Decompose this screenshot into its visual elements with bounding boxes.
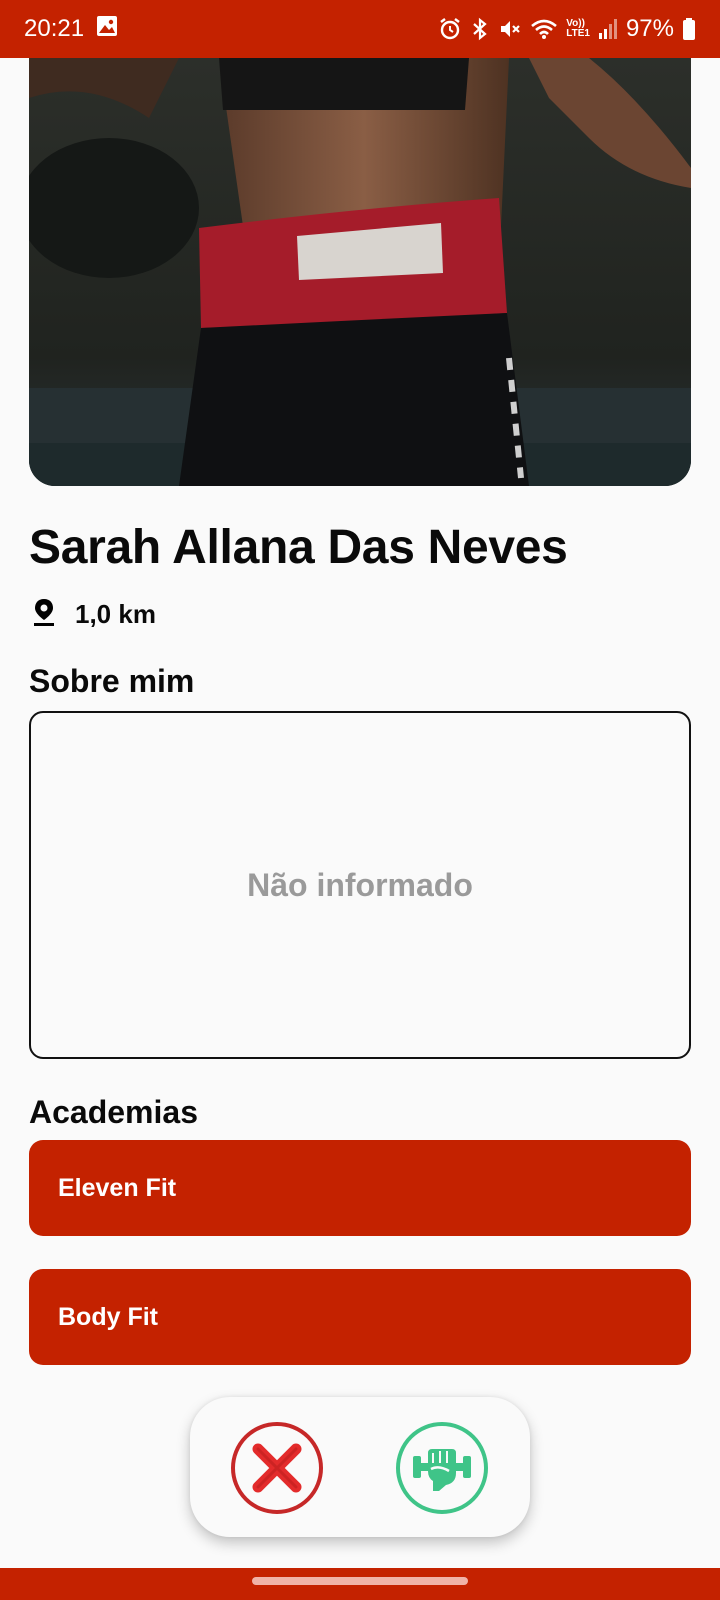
status-bar [0, 0, 720, 58]
about-box [29, 711, 691, 1059]
distance-row [33, 598, 156, 631]
signal-icon [598, 17, 618, 41]
wifi-icon [530, 17, 558, 41]
close-icon [230, 1421, 324, 1515]
gym-label: Eleven Fit [58, 1173, 177, 1202]
gallery-icon [96, 15, 118, 44]
battery-icon [682, 17, 696, 41]
mute-icon [498, 17, 522, 41]
status-time: 20:21 [24, 15, 85, 42]
alarm-icon [438, 17, 462, 41]
profile-name: Sarah Allana Das Neves [29, 521, 568, 574]
profile-photo [29, 58, 691, 486]
gym-button-body-fit[interactable] [29, 1269, 691, 1365]
gyms-title: Academias [29, 1094, 198, 1130]
gym-button-eleven-fit[interactable] [29, 1140, 691, 1236]
home-gesture-handle[interactable] [252, 1577, 468, 1585]
action-bar [190, 1397, 530, 1537]
distance-value: 1,0 km [75, 599, 156, 629]
lte-icon [566, 19, 590, 39]
bluetooth-icon [470, 17, 490, 41]
gym-label: Body Fit [58, 1302, 158, 1331]
lte-label-top: Vo)) [566, 18, 585, 29]
reject-button[interactable] [230, 1421, 324, 1515]
dumbbell-fist-icon [395, 1421, 489, 1515]
about-text: Não informado [247, 866, 473, 903]
location-pin-icon [33, 598, 55, 631]
like-button[interactable] [395, 1421, 489, 1515]
about-title: Sobre mim [29, 663, 195, 699]
battery-percent: 97% [625, 15, 674, 42]
lte-label-bottom: LTE1 [566, 28, 590, 39]
